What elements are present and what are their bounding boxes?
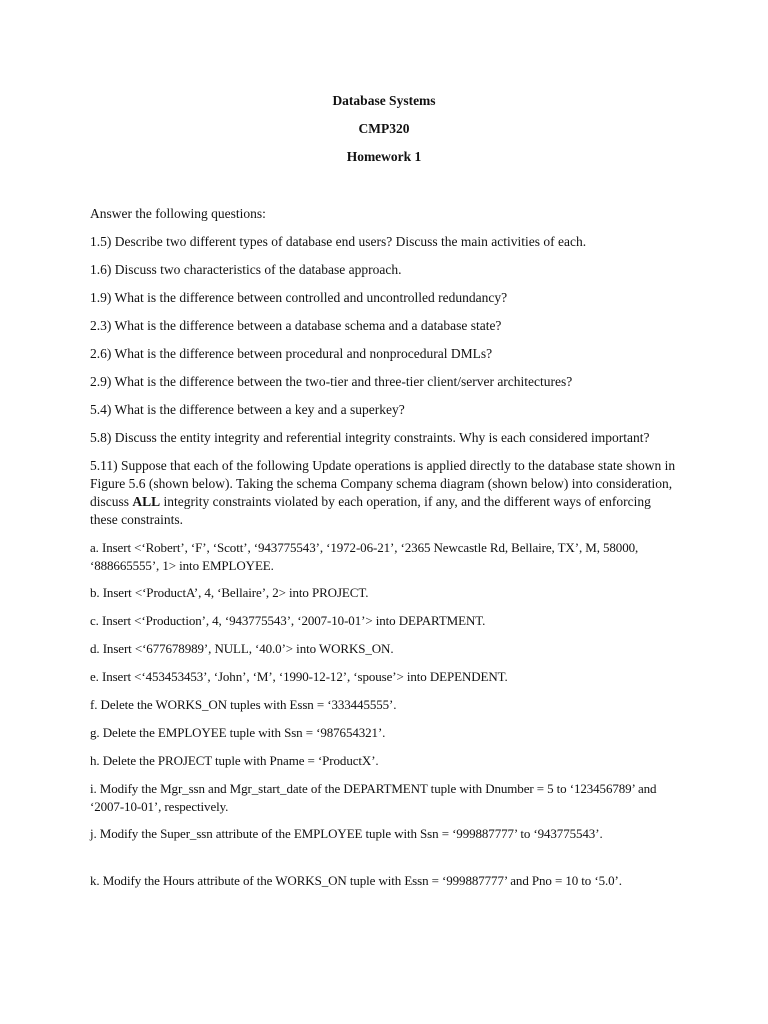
question-5-11-emphasis: ALL (132, 494, 161, 509)
operation-k: k. Modify the Hours attribute of the WORKS_ON tuple with Essn = ‘999887777’ and Pno = 10 to ‘5.0’. (90, 873, 622, 888)
question-1-6: 1.6) Discuss two characteristics of the database approach. (90, 262, 402, 277)
question-1-5: 1.5) Describe two different types of database end users? Discuss the main activities of each. (90, 234, 587, 249)
assignment-title: Homework 1 (346, 149, 422, 164)
question-5-11-text-end: integrity constraints violated by each operation, if any, and the different ways of enforcing these constraints. (90, 494, 651, 527)
operation-f: f. Delete the WORKS_ON tuples with Essn = ‘333445555’. (90, 697, 397, 712)
question-5-11 (90, 457, 678, 529)
operation-j: j. Modify the Super_ssn attribute of the EMPLOYEE tuple with Ssn = ‘999887777’ to ‘943775543’. (90, 826, 603, 841)
question-5-4: 5.4) What is the difference between a key and a superkey? (90, 402, 405, 417)
question-2-3: 2.3) What is the difference between a database schema and a database state? (90, 318, 502, 333)
question-5-8: 5.8) Discuss the entity integrity and referential integrity constraints. Why is each considered important? (90, 430, 650, 445)
operation-i: i. Modify the Mgr_ssn and Mgr_start_date of the DEPARTMENT tuple with Dnumber = 5 to ‘123456789’ and ‘2007-10-01’, respectively. (90, 781, 657, 814)
operation-c: c. Insert <‘Production’, 4, ‘943775543’, ‘2007-10-01’> into DEPARTMENT. (90, 613, 486, 628)
operation-d: d. Insert <‘677678989’, NULL, ‘40.0’> into WORKS_ON. (90, 641, 394, 656)
question-2-6: 2.6) What is the difference between procedural and nonprocedural DMLs? (90, 346, 493, 361)
instructions-text: Answer the following questions: (90, 206, 266, 221)
question-2-9: 2.9) What is the difference between the two-tier and three-tier client/server architectures? (90, 374, 573, 389)
operation-b: b. Insert <‘ProductA’, 4, ‘Bellaire’, 2> into PROJECT. (90, 585, 369, 600)
question-5-11-text-start: 5.11) Suppose that each of the following Update operations is applied directly to the database state shown in Figure 5.6 (shown below). Taking the schema Company schema diagram (shown below) into consideration, discuss (90, 458, 676, 509)
operation-h: h. Delete the PROJECT tuple with Pname = ‘ProductX’. (90, 753, 379, 768)
course-code: CMP320 (358, 121, 410, 136)
operation-e: e. Insert <‘453453453’, ‘John’, ‘M’, ‘1990-12-12’, ‘spouse’> into DEPENDENT. (90, 669, 508, 684)
question-1-9: 1.9) What is the difference between controlled and uncontrolled redundancy? (90, 290, 508, 305)
operation-g: g. Delete the EMPLOYEE tuple with Ssn = ‘987654321’. (90, 725, 386, 740)
document-title: Database Systems (332, 93, 436, 108)
operation-a: a. Insert <‘Robert’, ‘F’, ‘Scott’, ‘943775543’, ‘1972-06-21’, ‘2365 Newcastle Rd, Bellaire, TX’, M, 58000, ‘888665555’, 1> into EMPLOYEE. (90, 540, 639, 573)
